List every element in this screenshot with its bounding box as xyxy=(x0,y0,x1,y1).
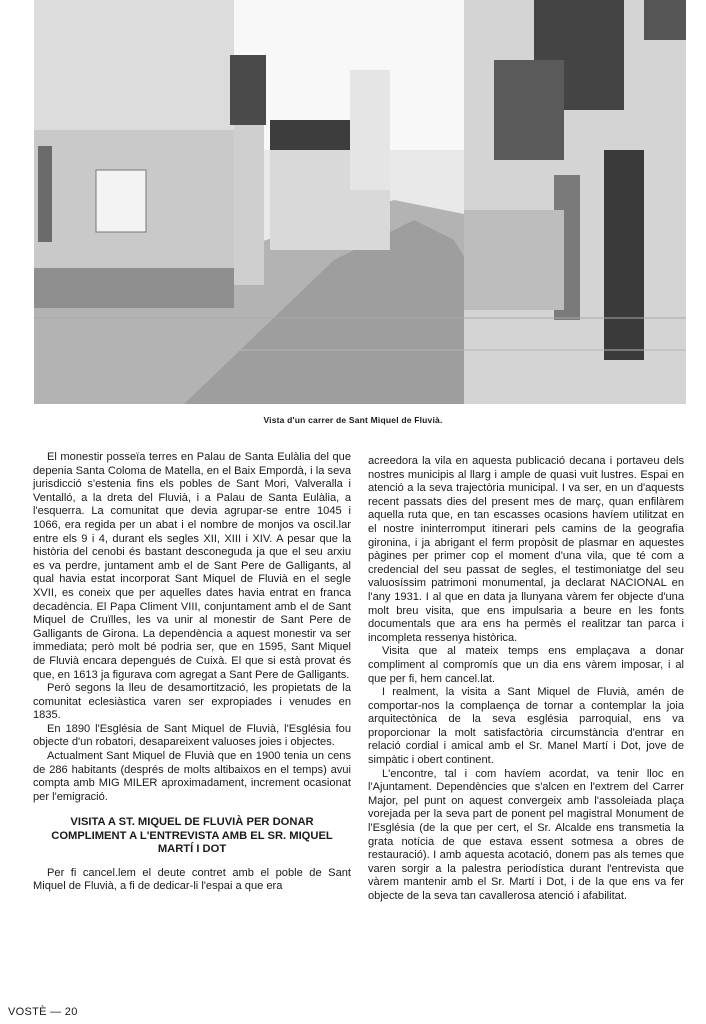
paragraph: Per fi cancel.lem el deute contret amb el poble de Sant Miquel de Fluvià, a fi de dedicar-li l'espai a que era xyxy=(33,866,351,893)
paragraph: Actualment Sant Miquel de Fluvià que en 1900 tenia un cens de 286 habitants (després de molts altibaixos en el temps) avui compta amb MIG MILER aproximadament, increment ocasionat per l'emigració. xyxy=(33,750,351,803)
paragraph: acreedora la vila en aquesta publicació decana i portaveu dels nostres municipis al llarg i ample de quasi vuit lustres. Espai en atenció a la seva trajectòria municipal. I va ser, en un d'aquests recent passats dies del present mes de març, quan enfilàrem aquella ruta que, en tan escasses ocasions havíem utilitzat en el nostre ininterromput itinerari pels camins de la geografia gironina, i ja abrigant el ferm propòsit de plasmar en aquestes pàgines per primer cop el moment d'una vila, que té com a credencial del seu passat de segles, el testimoniatge del seu valuosíssim patrimoni monumental, ja declarat NACIONAL en l'any 1931. I al que en data ja llunyana vàrem fer objecte d'una molt breu visita, que ens impulsaria a beure en les fonts documentals que ara ens ha permès el realitzar tan parca i incompleta ressenya històrica. xyxy=(368,455,684,644)
paragraph: Visita que al mateix temps ens emplaçava a donar compliment al compromís que un dia ens vàrem imposar, i al que per fi, hem cancel.lat. xyxy=(368,645,684,685)
paragraph: En 1890 l'Església de Sant Miquel de Fluvià, l'Església fou objecte d'un robatori, desapareixent valuoses joies i objectes. xyxy=(33,722,351,749)
street-photo xyxy=(34,0,686,404)
left-column xyxy=(33,451,351,894)
street-photo-illustration xyxy=(34,0,686,404)
section-heading: VISITA A ST. MIQUEL DE FLUVIÀ PER DONAR COMPLIMENT A L'ENTREVISTA AMB EL SR. MIQUEL MARTÍ I DOT xyxy=(51,816,333,856)
page-footer: VOSTÈ — 20 xyxy=(8,1006,78,1018)
paragraph: El monestir posseïa terres en Palau de Santa Eulàlia del que depenia Santa Coloma de Matella, en el Baix Empordà, i la seva jurisdicció s'estenia fins els pobles de Sant Mori, Valveralla i Ventalló, a la dreta del Fluvià, i a Palau de Santa Eulàlia, a l'esquerra. La comunitat que devia agrupar-se entre 1045 i 1066, era regida per un abat i el nombre de monjos va oscil.lar entre els 9 i 4, durant els segles XII, XIII i XIV. A pesar que la història del cenobi és bastant desconeguda ja que el seu arxiu es va perdre, juntament amb el de Sant Pere de Galligants, al qual havia estat incorporat Sant Miquel de Fluvià en el segle XVII, es coneix que per aquelles dates havia entrat en franca decadència. El Papa Climent VIII, conjuntament amb el de Sant Miquel de Cruïlles, les va unir al monestir de Sant Pere de Galligants de Girona. La dependència a aquest monestir va ser immediata; però molt bé podria ser, que en 1595, Sant Miquel de Fluvià encara depengués de Cuixà. El que si està provat és que, en 1613 ja figurava com agregat a Sant Pere de Galligants. xyxy=(33,451,351,681)
paragraph: Però segons la lleu de desamortització, les propietats de la comunitat eclesiàstica varen ser expropiades i venudes en 1835. xyxy=(33,682,351,722)
paragraph: I realment, la visita a Sant Miquel de Fluvià, amén de comportar-nos la complaença de tornar a contemplar la joia arquitectònica de la seva església parroquial, ens va proporcionar la molt satisfactòria circumstància d'entrar en relació cordial i amical amb el Sr. Manel Martí i Dot, jove de simpàtic i obert continent. xyxy=(368,686,684,767)
photo-caption: Vista d'un carrer de Sant Miquel de Fluvià. xyxy=(263,415,443,425)
right-column xyxy=(368,455,684,904)
paragraph: L'encontre, tal i com havíem acordat, va tenir lloc en l'Ajuntament. Dependències que s'alcen en l'extrem del Carrer Major, pel punt on aquest convergeix amb l'assoleiada plaça vorejada per la seva part de ponent pel magistral Monument de l'Església (de la que per cert, el Sr. Alcalde ens transmetia la grata notícia de que estava essent sotmesa a obres de restauració). I amb aquesta acotació, donem pas als temes que varen sorgir a la palestra periodística durant l'entrevista que vàrem mantenir amb el Sr. Martí i Dot, i de la que ens va fer objecte de la seva tan cavallerosa atenció i afabilitat. xyxy=(368,767,684,902)
